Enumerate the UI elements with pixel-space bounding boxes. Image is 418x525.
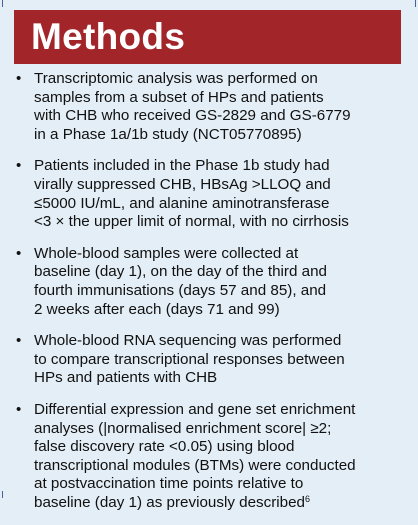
bullet-item-study-overview	[14, 70, 402, 144]
bullet-line: 2 weeks after each (days 71 and 99)	[34, 300, 280, 318]
section-header	[14, 10, 401, 64]
bullet-marker: •	[16, 244, 22, 262]
bullet-line: baseline (day 1), on the day of the third and	[34, 263, 327, 281]
bullet-text	[34, 245, 402, 319]
crop-mark-top-left	[2, 0, 3, 7]
crop-mark-top-right	[415, 0, 416, 7]
bullet-line: Differential expression and gene set enrichment	[34, 400, 356, 418]
bullet-line: Whole-blood samples were collected at	[34, 244, 299, 262]
bullet-line: ≤5000 IU/mL, and alanine aminotransferase	[34, 194, 330, 212]
bullet-line: to compare transcriptional responses between	[34, 350, 345, 368]
bullet-line: transcriptional modules (BTMs) were conducted	[34, 456, 356, 474]
bullet-text	[34, 401, 402, 513]
section-title: Methods	[31, 16, 186, 57]
bullet-text	[34, 157, 402, 231]
bullet-line: at postvaccination time points relative to	[34, 475, 304, 493]
bullet-line: virally suppressed CHB, HBsAg >LLOQ and	[34, 175, 331, 193]
bullet-text	[34, 70, 402, 144]
bullet-line: fourth immunisations (days 57 and 85), and	[34, 281, 327, 299]
bullet-marker: •	[16, 157, 22, 175]
bullet-line: samples from a subset of HPs and patients	[34, 88, 324, 106]
bullet-text	[34, 332, 402, 388]
bullet-item-sample-collection	[14, 245, 402, 319]
bullet-line: in a Phase 1a/1b study (NCT05770895)	[34, 125, 302, 143]
methods-bullet-list	[14, 70, 402, 525]
bullet-line: <3 × the upper limit of normal, with no cirrhosis	[34, 213, 349, 231]
bullet-line: Patients included in the Phase 1b study had	[34, 157, 330, 175]
bullet-marker: •	[16, 400, 22, 418]
citation-superscript: 6	[305, 493, 311, 504]
bullet-item-differential-expression	[14, 401, 402, 513]
bullet-line: with CHB who received GS-2829 and GS-6779	[34, 107, 351, 125]
bullet-line-with-citation	[34, 494, 402, 513]
bullet-line: Transcriptomic analysis was performed on	[34, 70, 318, 87]
bullet-item-rna-sequencing	[14, 332, 402, 388]
bullet-line: analyses (|normalised enrichment score| ≥2;	[34, 419, 332, 437]
bullet-line: false discovery rate <0.05) using blood	[34, 438, 295, 456]
bullet-item-patient-criteria	[14, 157, 402, 231]
crop-mark-bottom-left	[2, 491, 3, 498]
bullet-line: baseline (day 1) as previously described	[34, 493, 305, 511]
bullet-line: HPs and patients with CHB	[34, 369, 218, 387]
bullet-marker: •	[16, 70, 22, 87]
bullet-line: Whole-blood RNA sequencing was performed	[34, 332, 342, 350]
bullet-marker: •	[16, 332, 22, 350]
